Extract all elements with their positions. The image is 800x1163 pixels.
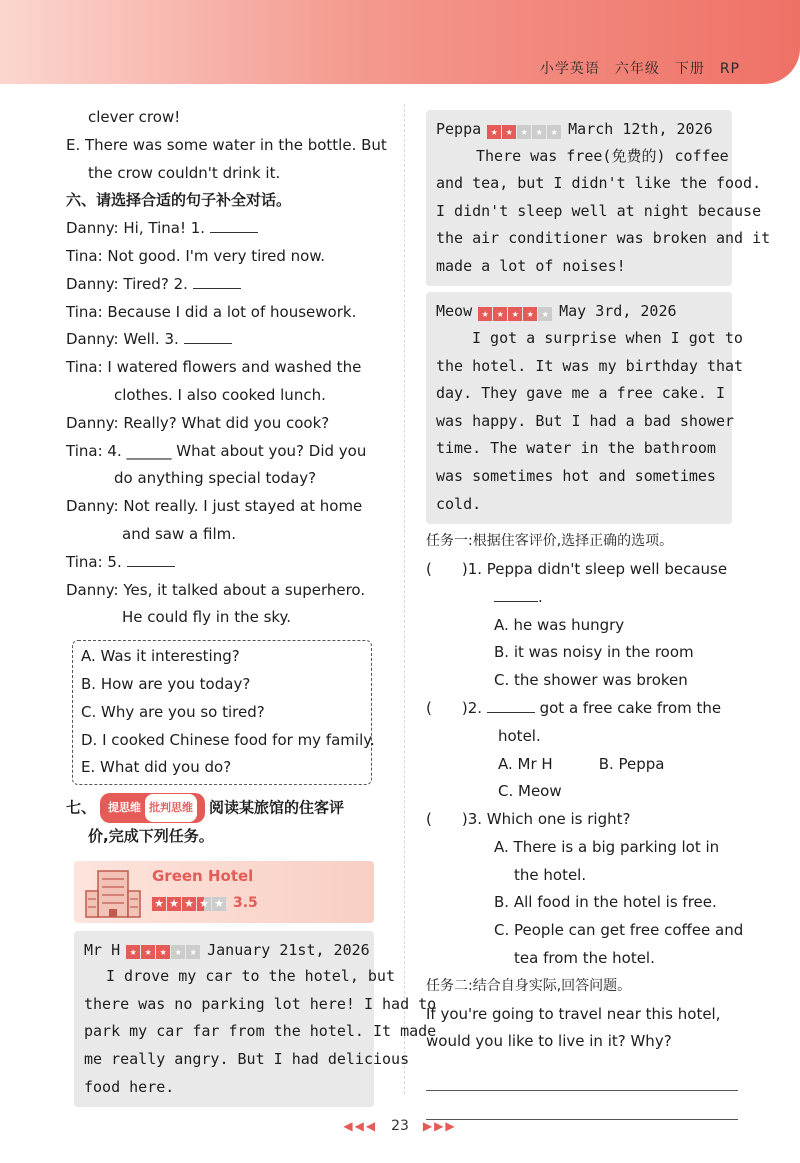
dialog-line: Danny: Really? What did you cook? bbox=[66, 413, 330, 432]
page-header bbox=[0, 0, 800, 84]
text-line: E. There was some water in the bottle. But bbox=[66, 135, 387, 154]
star-icon: ★ bbox=[532, 125, 546, 139]
dialog-line: Tina: Not good. I'm very tired now. bbox=[66, 246, 325, 265]
review-meow bbox=[426, 292, 744, 524]
option-item: C. Why are you so tired? bbox=[81, 702, 265, 721]
star-icon: ★ bbox=[538, 307, 552, 321]
dialog-line: Tina: 4. ______ What about you? Did you bbox=[66, 441, 367, 460]
task-2-title: 任务二:结合自身实际,回答问题。 bbox=[426, 977, 632, 994]
task-1-title: 任务一:根据住客评价,选择正确的选项。 bbox=[426, 533, 674, 550]
review-line: time. The water in the bathroom bbox=[436, 439, 716, 458]
dialog bbox=[66, 215, 384, 632]
question-1: ( )1. Peppa didn't sleep well because bbox=[426, 559, 728, 578]
section-7-title: 七、 提思维 批判思维 阅读某旅馆的住客评 bbox=[66, 793, 384, 823]
dialog-line: Danny: Not really. I just stayed at home bbox=[66, 497, 363, 516]
rating-stars bbox=[126, 937, 201, 963]
task-2-question: would you like to live in it? Why? bbox=[426, 1032, 672, 1051]
dialog-line: Danny: Hi, Tina! 1. bbox=[66, 215, 384, 243]
star-icon: ★ bbox=[478, 307, 492, 321]
review-header: Peppa ★ ★ ★ ★ ★ March 12th, 2026 bbox=[436, 116, 724, 143]
answer-parens[interactable]: ( ) bbox=[426, 698, 468, 717]
star-icon: ★ bbox=[152, 897, 166, 911]
review-mr-h bbox=[74, 931, 437, 1107]
hotel-name: Green Hotel bbox=[152, 866, 254, 885]
star-icon: ★ bbox=[523, 307, 537, 321]
option-item: C. the shower was broken bbox=[494, 671, 688, 690]
answer-blank[interactable] bbox=[184, 329, 232, 344]
option-item: A. he was hungry bbox=[494, 615, 625, 634]
rating-stars bbox=[478, 299, 553, 325]
star-icon: ★ bbox=[493, 307, 507, 321]
rating-stars bbox=[152, 895, 227, 911]
hotel-banner bbox=[74, 861, 374, 923]
answer-blank[interactable] bbox=[127, 552, 175, 567]
rating-stars bbox=[487, 117, 562, 143]
left-arrows-icon: ◀◀◀ bbox=[343, 1119, 378, 1133]
page-footer bbox=[0, 1118, 800, 1134]
dialog-line: Danny: Yes, it talked about a superhero. bbox=[66, 580, 366, 599]
question-3: ( )3. Which one is right? bbox=[426, 810, 631, 829]
star-icon: ★ bbox=[508, 307, 522, 321]
column-divider bbox=[404, 104, 405, 1094]
star-icon: ★ bbox=[547, 125, 561, 139]
dialog-line: do anything special today? bbox=[114, 469, 317, 488]
review-line: food here. bbox=[84, 1077, 175, 1096]
review-line: there was no parking lot here! I had to bbox=[84, 994, 437, 1013]
option-item: B. it was noisy in the room bbox=[494, 643, 694, 662]
section-6-title: 六、请选择合适的句子补全对话。 bbox=[66, 191, 292, 210]
answer-parens[interactable]: ( ) bbox=[426, 559, 468, 578]
options-box bbox=[72, 640, 375, 785]
review-line: park my car far from the hotel. It made bbox=[84, 1022, 437, 1041]
question-2: ( )2. got a free cake from the bbox=[426, 698, 722, 717]
right-arrows-icon: ▶▶▶ bbox=[422, 1119, 457, 1133]
option-item: A. Mr H bbox=[498, 754, 553, 773]
text-line: the crow couldn't drink it. bbox=[88, 163, 281, 182]
option-item: the hotel. bbox=[514, 865, 587, 884]
star-icon: ★ bbox=[171, 945, 185, 959]
review-line: was sometimes hot and sometimes bbox=[436, 466, 716, 485]
star-icon: ★ bbox=[502, 125, 516, 139]
q1-blank-line: . bbox=[426, 584, 746, 612]
header-title: 小学英语 六年级 下册 RP bbox=[539, 61, 740, 77]
option-item: A. Was it interesting? bbox=[81, 647, 240, 666]
dialog-line: Tina: Because I did a lot of housework. bbox=[66, 302, 357, 321]
option-item: B. How are you today? bbox=[81, 674, 251, 693]
option-item: D. I cooked Chinese food for my family. bbox=[81, 730, 375, 749]
answer-blank[interactable] bbox=[494, 587, 538, 602]
review-line: the air conditioner was broken and it bbox=[436, 229, 771, 248]
review-line: day. They gave me a free cake. I bbox=[436, 384, 725, 403]
dialog-line: Tina: 5. bbox=[66, 549, 384, 577]
dialog-line: Danny: Well. 3. bbox=[66, 326, 384, 354]
answer-blank[interactable] bbox=[210, 218, 258, 233]
star-icon: ★ bbox=[141, 945, 155, 959]
review-line: was happy. But I had a bad shower bbox=[436, 411, 735, 430]
right-column bbox=[426, 110, 771, 1120]
star-icon: ★ bbox=[156, 945, 170, 959]
option-item: A. There is a big parking lot in bbox=[494, 837, 720, 856]
star-icon: ★ bbox=[126, 945, 140, 959]
dialog-line: Tina: I watered flowers and washed the bbox=[66, 358, 362, 377]
review-line: the hotel. It was my birthday that bbox=[436, 356, 744, 375]
answer-blank[interactable] bbox=[193, 274, 241, 289]
thinking-tag: 提思维 批判思维 bbox=[100, 793, 205, 823]
half-star-icon: ★ bbox=[197, 897, 211, 911]
review-line: I drove my car to the hotel, but bbox=[106, 967, 395, 986]
dialog-line: Danny: Tired? 2. bbox=[66, 271, 384, 299]
answer-line[interactable] bbox=[426, 1090, 738, 1091]
review-line: I got a surprise when I got to bbox=[472, 328, 743, 347]
task-2-question: If you're going to travel near this hotel, bbox=[426, 1004, 721, 1023]
review-header: Mr H ★ ★ ★ ★ ★ January 21st, 2026 bbox=[84, 937, 366, 964]
option-item: B. Peppa bbox=[598, 754, 665, 773]
answer-parens[interactable]: ( ) bbox=[426, 810, 468, 829]
review-line: There was free(免费的) coffee bbox=[476, 146, 729, 165]
star-icon: ★ bbox=[517, 125, 531, 139]
dialog-line: and saw a film. bbox=[122, 524, 236, 543]
option-item: C. People can get free coffee and bbox=[494, 921, 744, 940]
question-2-cont: hotel. bbox=[498, 726, 541, 745]
review-line: made a lot of noises! bbox=[436, 256, 626, 275]
option-item: E. What did you do? bbox=[81, 758, 232, 777]
star-icon: ★ bbox=[186, 945, 200, 959]
q2-options bbox=[426, 751, 746, 779]
option-item: C. Meow bbox=[498, 782, 562, 801]
review-peppa bbox=[426, 110, 771, 286]
star-icon: ★ bbox=[212, 897, 226, 911]
option-item: B. All food in the hotel is free. bbox=[494, 893, 717, 912]
dialog-line: He could fly in the sky. bbox=[122, 608, 292, 627]
section-7-title-cont: 价,完成下列任务。 bbox=[88, 826, 214, 845]
review-header: Meow ★ ★ ★ ★ ★ May 3rd, 2026 bbox=[436, 298, 724, 325]
hotel-building-icon bbox=[84, 867, 144, 919]
option-item: tea from the hotel. bbox=[514, 949, 655, 968]
page-number: 23 bbox=[391, 1118, 409, 1134]
review-line: cold. bbox=[436, 494, 482, 513]
hotel-rating: ★ ★ ★ ★ ★ 3.5 bbox=[152, 895, 258, 911]
review-line: I didn't sleep well at night because bbox=[436, 201, 762, 220]
dialog-line: clothes. I also cooked lunch. bbox=[114, 385, 326, 404]
left-column bbox=[66, 104, 437, 1107]
review-line: me really angry. But I had delicious bbox=[84, 1050, 410, 1068]
review-line: and tea, but I didn't like the food. bbox=[436, 174, 762, 193]
star-icon: ★ bbox=[182, 897, 196, 911]
answer-blank[interactable] bbox=[487, 698, 535, 713]
star-icon: ★ bbox=[487, 125, 501, 139]
text-line: clever crow! bbox=[88, 108, 181, 126]
star-icon: ★ bbox=[167, 897, 181, 911]
